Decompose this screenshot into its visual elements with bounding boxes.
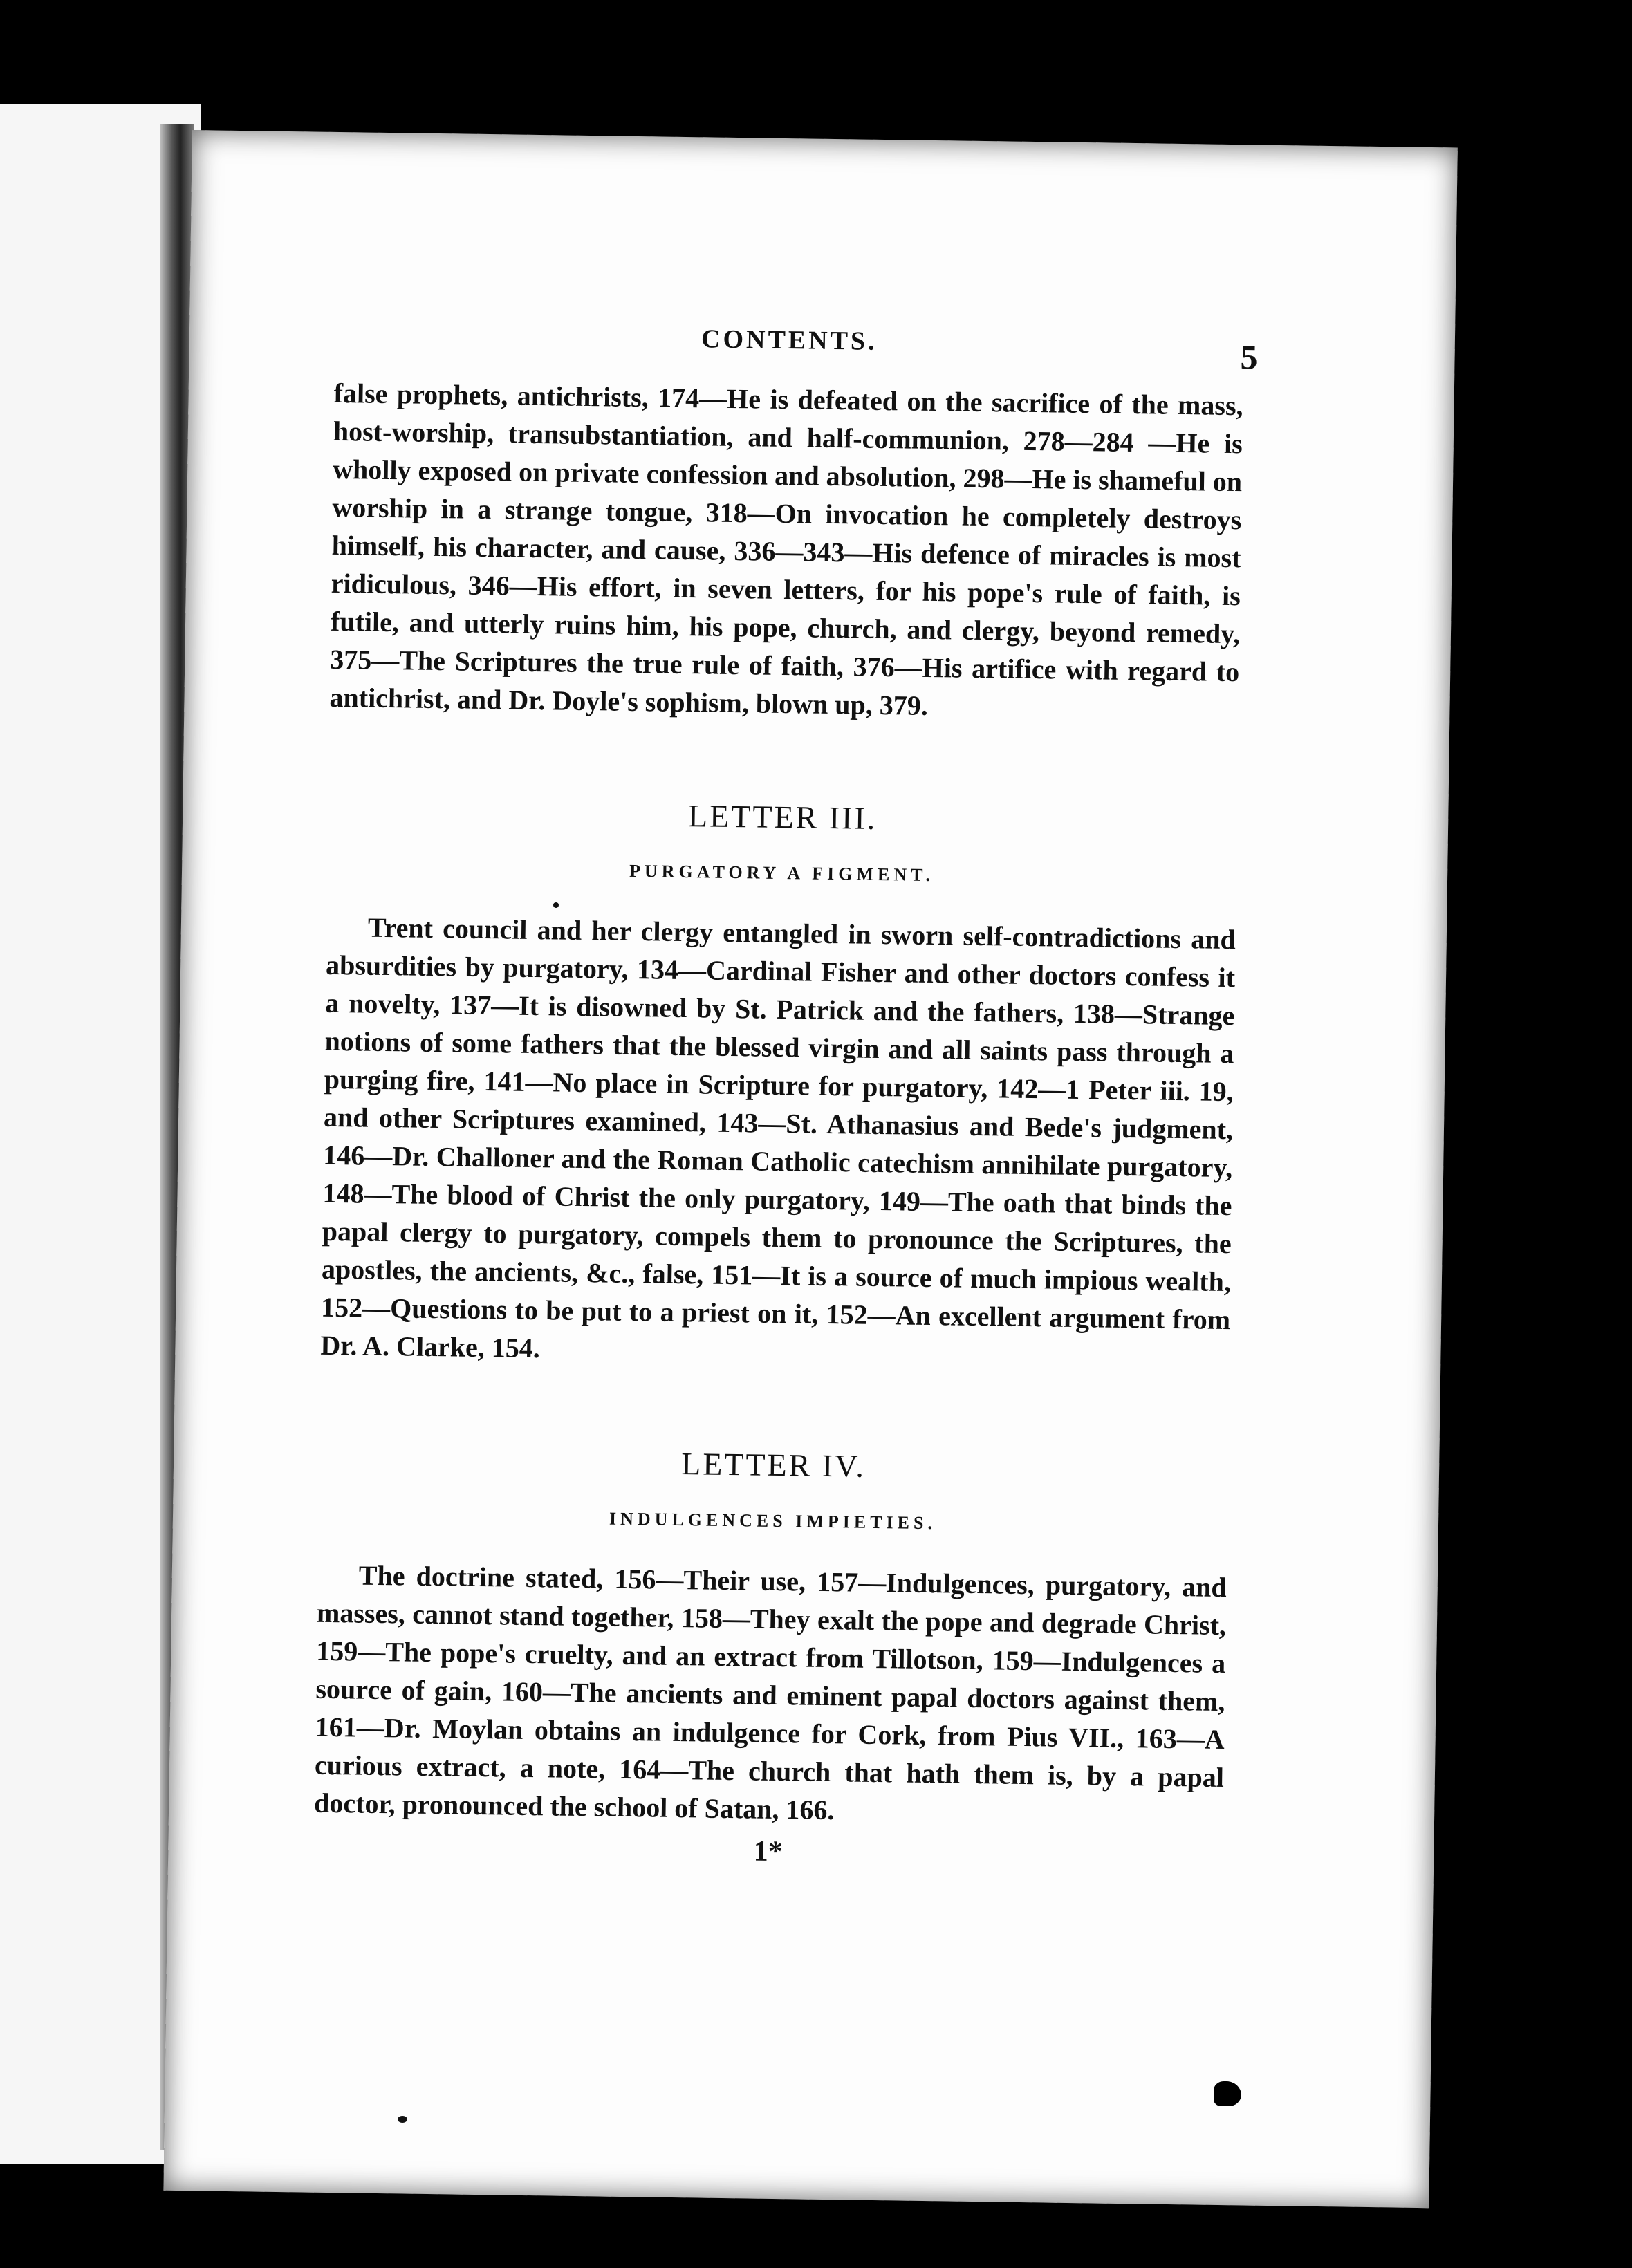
printer-signature-mark: 1* xyxy=(753,1835,783,1868)
letter-three-heading: LETTER III. xyxy=(687,798,878,836)
letter-four-summary: The doctrine stated, 156—Their use, 157—Indulgences, purgatory, and masses, cannot stand together, 158—They exalt the pope and degrade Christ, 159—The pope's cruelty, and an extract from Tillotson, 159—Indulgences a source of gain, 160—The ancients and eminent papal doctors against them, 161—Dr. Moylan obtains an indulgence for Cork, from Pius VII., 163—A curious extract, a note, 164—The church that hath them is, by a papal doctor, pronounced the school of Satan, 166. xyxy=(313,1559,1227,1826)
page-number: 5 xyxy=(1240,337,1258,377)
page-text-block xyxy=(313,312,1258,1875)
letter-three-summary: Trent council and her clergy entangled in sworn self-contradictions and absurdities by purgatory, 134—Cardinal Fisher and other doctors confess it a novelty, 137—It is disowned by St. Patrick and the fathers, 138—Strange notions of some fathers that the blessed virgin and all saints pass through a purging fire, 141—No place in Scripture for purgatory, 142—1 Peter iii. 19, and other Scriptures examined, 143—St. Athanasius and Bede's judgment, 146—Dr. Challoner and the Roman Catholic catechism annihilate purgatory, 148—The blood of Christ the only purgatory, 149—The oath that binds the papal clergy to purgatory, compels them to pronounce the Scriptures, the apostles, the ancients, &c., false, 151—It is a source of much impious wealth, 152—Questions to be put to a priest on it, 152—An excellent argument from Dr. A. Clarke, 154. xyxy=(320,911,1236,1364)
book-page xyxy=(163,130,1457,2208)
running-head-title: CONTENTS. xyxy=(701,324,878,356)
letter-four-subheading: INDULGENCES IMPIETIES. xyxy=(609,1508,937,1534)
ink-blot xyxy=(1214,2081,1241,2106)
letter-four-heading: LETTER IV. xyxy=(680,1446,866,1484)
dust-speck xyxy=(398,2116,407,2123)
continued-summary-paragraph: false prophets, antichrists, 174—He is defeated on the sacrifice of the mass, host-worship, transubstantiation, and half-communion, 278—284 —He is wholly exposed on private confession and absolution, 298—He is shameful on worship in a strange tongue, 318—On invocation he completely destroys himself, his character, and cause, 336—343—His defence of miracles is most ridiculous, 346—His effort, in seven letters, for his pope's rule of faith, is futile, and utterly ruins him, his pope, church, and clergy, beyond remedy, 375—The Scriptures the true rule of faith, 376—His artifice with regard to antichrist, and Dr. Doyle's sophism, blown up, 379. xyxy=(329,377,1243,721)
running-head xyxy=(334,312,1258,387)
letter-three-subheading: PURGATORY A FIGMENT. xyxy=(629,860,935,886)
dust-speck xyxy=(553,902,559,908)
